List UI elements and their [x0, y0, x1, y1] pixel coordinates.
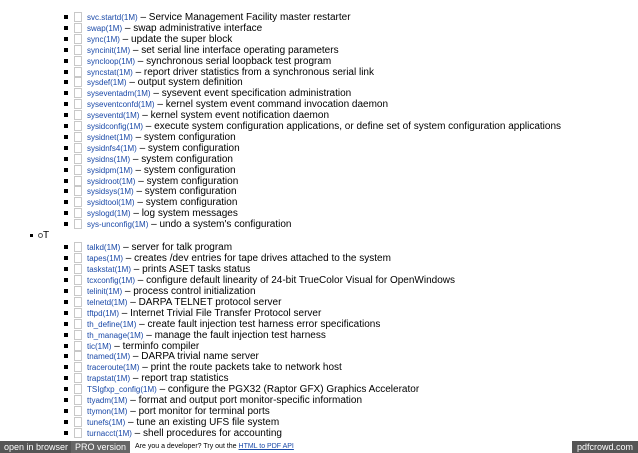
list-item	[0, 219, 638, 230]
checkbox[interactable]	[74, 12, 82, 22]
checkbox[interactable]	[74, 319, 82, 329]
list-item	[0, 88, 638, 99]
checkbox[interactable]	[74, 45, 82, 55]
pdfcrowd-footer	[0, 441, 638, 453]
list-item	[0, 143, 638, 154]
entry-text	[87, 351, 259, 362]
entry-description: – Service Management Facility master restarter	[137, 12, 351, 23]
square-bullet-icon	[64, 179, 68, 183]
manpage-link[interactable]: tcxconfig(1M)	[87, 276, 136, 286]
entry-description: – synchronous serial loopback test program	[135, 55, 332, 67]
developer-text	[135, 441, 294, 453]
entry-description: – configure default linearity of 24-bit TrueColor Visual for OpenWindows	[135, 275, 455, 287]
checkbox[interactable]	[74, 395, 82, 405]
list-item	[0, 67, 638, 78]
entry-text	[87, 219, 291, 230]
manpage-link[interactable]: talkd(1M)	[87, 243, 121, 253]
pro-version-button[interactable]: PRO version	[71, 441, 130, 453]
manpage-link[interactable]: sync(1M)	[87, 34, 120, 44]
checkbox[interactable]	[74, 275, 82, 285]
manpage-link[interactable]: sysidroot(1M)	[87, 176, 136, 186]
list-item	[0, 56, 638, 67]
entry-description: – set serial line interface operating parameters	[130, 44, 339, 56]
list-item	[0, 330, 638, 341]
manpage-link[interactable]: telinit(1M)	[87, 287, 123, 296]
entry-text	[87, 186, 237, 197]
entry-description: – configure the PGX32 (Raptor GFX) Graphics Accelerator	[156, 384, 420, 396]
list-item	[0, 165, 638, 176]
checkbox[interactable]	[74, 341, 82, 351]
checkbox[interactable]	[74, 197, 82, 207]
checkbox[interactable]	[74, 99, 82, 109]
square-bullet-icon	[64, 409, 68, 413]
manpage-link[interactable]: TSIgfxp_config(1M)	[87, 385, 157, 395]
entry-text	[87, 286, 256, 297]
list-item	[0, 428, 638, 439]
entry-text	[87, 132, 236, 143]
manpage-link[interactable]: th_define(1M)	[87, 319, 137, 329]
list-item	[0, 417, 638, 428]
square-bullet-icon	[64, 333, 68, 337]
entry-text	[87, 242, 232, 253]
square-bullet-icon	[64, 289, 68, 293]
list-item	[0, 362, 638, 373]
checkbox[interactable]	[74, 373, 82, 383]
entry-description: – DARPA trivial name server	[130, 351, 259, 363]
square-bullet-icon	[64, 146, 68, 150]
entry-description: – server for talk program	[120, 242, 233, 254]
list-item	[0, 154, 638, 165]
checkbox[interactable]	[74, 77, 82, 87]
manpage-link[interactable]: sysidns(1M)	[87, 154, 131, 164]
entry-description: – Internet Trivial File Transfer Protocol server	[119, 307, 322, 319]
entry-text	[87, 23, 262, 34]
square-bullet-icon	[64, 200, 68, 204]
entry-text	[87, 373, 229, 384]
entry-text	[87, 88, 351, 99]
manpage-link[interactable]: sysidpm(1M)	[87, 165, 133, 175]
manpage-link[interactable]: syseventadm(1M)	[87, 89, 151, 99]
checkbox[interactable]	[74, 362, 82, 372]
manpage-link[interactable]: telnetd(1M)	[87, 297, 128, 307]
list-item	[0, 208, 638, 219]
entry-text	[87, 330, 326, 341]
entry-text	[87, 264, 250, 275]
list-item	[0, 406, 638, 417]
entry-description: – sysevent event specification administration	[150, 88, 352, 100]
manpage-link[interactable]: tic(1M)	[87, 341, 112, 351]
entry-description: – kernel system event notification daemon	[139, 110, 330, 122]
list-item	[0, 77, 638, 88]
square-bullet-icon	[64, 398, 68, 402]
list-item	[0, 242, 638, 253]
list-item	[0, 384, 638, 395]
entry-description: – system configuration	[133, 186, 237, 198]
list-item	[0, 341, 638, 352]
checkbox[interactable]	[74, 384, 82, 394]
square-bullet-icon	[64, 300, 68, 304]
square-bullet-icon	[64, 387, 68, 391]
list-item	[0, 253, 638, 264]
open-in-browser-button[interactable]: open in browser	[0, 441, 72, 453]
manpage-link[interactable]: sysdef(1M)	[87, 78, 127, 88]
entry-text	[87, 12, 351, 23]
square-bullet-icon	[64, 37, 68, 41]
manpage-link[interactable]: sysidconfig(1M)	[87, 122, 144, 131]
entry-text	[87, 165, 236, 176]
manpage-link[interactable]: tftpd(1M)	[87, 308, 120, 318]
entry-description: – print the route packets take to network host	[139, 362, 342, 374]
developer-prompt: Are you a developer? Try out the	[135, 443, 239, 450]
checkbox[interactable]	[74, 297, 82, 307]
section-letter: T	[43, 230, 50, 241]
entry-text	[87, 406, 270, 417]
html-to-pdf-link[interactable]: HTML to PDF API	[238, 443, 294, 450]
square-bullet-icon	[64, 113, 68, 117]
square-bullet-icon	[64, 157, 68, 161]
entry-text	[87, 143, 240, 154]
square-bullet-icon	[64, 267, 68, 271]
square-bullet-icon	[64, 102, 68, 106]
list-item	[0, 297, 638, 308]
checkbox[interactable]	[74, 253, 82, 263]
checkbox[interactable]	[74, 219, 82, 229]
manpage-link[interactable]: sysidtool(1M)	[87, 198, 135, 208]
checkbox[interactable]	[74, 34, 82, 44]
entry-text	[87, 253, 391, 264]
manpage-link[interactable]: syncinit(1M)	[87, 45, 131, 55]
checkbox[interactable]	[74, 110, 82, 120]
entry-description: – format and output port monitor-specific information	[127, 395, 363, 406]
square-bullet-icon	[64, 91, 68, 95]
checkbox[interactable]	[74, 143, 82, 153]
manpage-link[interactable]: sysidsys(1M)	[87, 187, 134, 197]
manpage-link[interactable]: tnamed(1M)	[87, 352, 131, 362]
square-bullet-icon	[64, 189, 68, 193]
square-bullet-icon	[64, 278, 68, 282]
square-bullet-icon	[64, 70, 68, 74]
list-item	[0, 34, 638, 45]
square-bullet-icon	[64, 431, 68, 435]
manpage-link[interactable]: syseventd(1M)	[87, 111, 140, 121]
square-bullet-icon	[64, 311, 68, 315]
manpage-link[interactable]: ttyadm(1M)	[87, 396, 128, 405]
entry-text	[87, 384, 419, 395]
list-item	[0, 319, 638, 330]
entry-description: – log system messages	[130, 208, 238, 220]
entry-description: – tune an existing UFS file system	[125, 416, 280, 428]
checkbox[interactable]	[74, 242, 82, 252]
square-bullet-icon	[64, 211, 68, 215]
entry-text	[87, 154, 233, 165]
manpage-link[interactable]: turnacct(1M)	[87, 428, 132, 438]
entry-text	[87, 110, 329, 121]
entry-text	[87, 67, 374, 78]
manpage-link[interactable]: svc.startd(1M)	[87, 13, 138, 22]
list-item	[0, 308, 638, 319]
entry-text	[87, 34, 232, 45]
square-bullet-icon	[64, 245, 68, 249]
entry-text	[87, 121, 561, 132]
entry-text	[87, 428, 282, 439]
list-item	[0, 110, 638, 121]
checkbox[interactable]	[74, 186, 82, 196]
checkbox[interactable]	[74, 67, 82, 77]
manpage-link[interactable]: trapstat(1M)	[87, 374, 131, 384]
manpage-link[interactable]: syseventconfd(1M)	[87, 100, 155, 110]
manpage-link[interactable]: syncstat(1M)	[87, 67, 133, 77]
square-bullet-icon	[64, 168, 68, 172]
list-item	[0, 351, 638, 362]
manpage-link[interactable]: swap(1M)	[87, 23, 123, 33]
list-item	[0, 264, 638, 275]
manpage-link[interactable]: ttymon(1M)	[87, 406, 128, 416]
entry-description: – manage the fault injection test harness	[143, 329, 326, 341]
entry-description: – kernel system event command invocation daemon	[154, 99, 389, 111]
checkbox[interactable]	[74, 165, 82, 175]
entry-description: – shell procedures for accounting	[131, 427, 282, 439]
manpage-link[interactable]: th_manage(1M)	[87, 330, 144, 340]
entry-text	[87, 417, 279, 428]
entry-description: – prints ASET tasks status	[131, 264, 251, 276]
entry-description: – system configuration	[132, 164, 236, 176]
entry-description: – creates /dev entries for tape drives attached to the system	[123, 253, 391, 265]
checkbox[interactable]	[74, 88, 82, 98]
manpage-link[interactable]: sys-unconfig(1M)	[87, 220, 149, 230]
square-bullet-icon	[64, 80, 68, 84]
manpage-link[interactable]: sysidnfs4(1M)	[87, 143, 137, 153]
entry-text	[87, 362, 342, 373]
list-item	[0, 45, 638, 56]
manpage-link[interactable]: traceroute(1M)	[87, 363, 140, 373]
square-bullet-icon	[30, 234, 33, 237]
entry-text	[87, 308, 321, 319]
entry-text	[87, 99, 388, 110]
entry-description: – report driver statistics from a synchronous serial link	[132, 66, 374, 78]
square-bullet-icon	[64, 135, 68, 139]
checkbox[interactable]	[74, 264, 82, 274]
entry-description: – execute system configuration applications, or define set of system configuration applications	[143, 121, 562, 132]
square-bullet-icon	[64, 322, 68, 326]
square-bullet-icon	[64, 59, 68, 63]
list-item	[0, 373, 638, 384]
square-bullet-icon	[64, 420, 68, 424]
entry-description: – system configuration	[136, 142, 240, 154]
list-item	[0, 275, 638, 286]
checkbox[interactable]	[74, 121, 82, 131]
checkbox[interactable]	[74, 428, 82, 438]
entry-description: – undo a system's configuration	[148, 219, 292, 231]
manpage-link[interactable]: sysidnet(1M)	[87, 132, 133, 142]
entry-text	[87, 45, 339, 56]
square-bullet-icon	[64, 26, 68, 30]
list-item	[0, 12, 638, 23]
entry-description: – system configuration	[132, 131, 236, 143]
square-bullet-icon	[64, 222, 68, 226]
entry-description: – system configuration	[134, 197, 238, 209]
entry-description: – DARPA TELNET protocol server	[127, 296, 282, 308]
list-item	[0, 99, 638, 110]
square-bullet-icon	[64, 124, 68, 128]
manpage-link[interactable]: syncloop(1M)	[87, 56, 136, 66]
entry-description: – port monitor for terminal ports	[127, 405, 270, 417]
entry-description: – output system definition	[126, 77, 243, 89]
checkbox[interactable]	[74, 286, 82, 296]
entry-text	[87, 56, 331, 67]
entry-description: – report trap statistics	[130, 373, 229, 385]
checkbox[interactable]	[74, 406, 82, 416]
checkbox[interactable]	[74, 208, 82, 218]
checkbox[interactable]	[74, 132, 82, 142]
entry-text	[87, 297, 281, 308]
square-bullet-icon	[64, 365, 68, 369]
entry-text	[87, 275, 455, 286]
entry-text	[87, 77, 243, 88]
entry-description: – system configuration	[130, 153, 233, 165]
entry-description: – update the super block	[119, 33, 233, 45]
list-item	[0, 23, 638, 34]
checkbox[interactable]	[74, 56, 82, 66]
list-item	[0, 176, 638, 187]
manpage-link[interactable]: tapes(1M)	[87, 254, 124, 264]
square-bullet-icon	[64, 354, 68, 358]
list-item	[0, 132, 638, 143]
entry-text	[87, 395, 362, 406]
list-item	[0, 121, 638, 132]
checkbox[interactable]	[74, 23, 82, 33]
checkbox[interactable]	[74, 330, 82, 340]
entry-description: – terminfo compiler	[111, 340, 200, 352]
checkbox[interactable]	[74, 154, 82, 164]
square-bullet-icon	[64, 15, 68, 19]
square-bullet-icon	[64, 344, 68, 348]
manpage-link[interactable]: syslogd(1M)	[87, 209, 131, 219]
entry-description: – swap administrative interface	[122, 22, 263, 34]
entry-description: – process control initialization	[122, 286, 256, 297]
list-item	[0, 395, 638, 406]
list-item	[0, 286, 638, 297]
list-item	[0, 186, 638, 197]
manpage-link[interactable]: taskstat(1M)	[87, 265, 132, 275]
checkbox[interactable]	[74, 176, 82, 186]
checkbox[interactable]	[74, 351, 82, 361]
entry-description: – system configuration	[135, 175, 239, 187]
entry-text	[87, 208, 238, 219]
entry-text	[87, 197, 237, 208]
entry-text	[87, 319, 380, 330]
manpage-link[interactable]: tunefs(1M)	[87, 417, 126, 427]
entry-text	[87, 341, 199, 352]
square-bullet-icon	[64, 376, 68, 380]
pdfcrowd-brand[interactable]: pdfcrowd.com	[572, 441, 638, 453]
list-item	[0, 197, 638, 208]
entry-description: – create fault injection test harness error specifications	[136, 318, 381, 330]
checkbox[interactable]	[74, 417, 82, 427]
checkbox[interactable]	[74, 308, 82, 318]
square-bullet-icon	[64, 256, 68, 260]
entry-text	[87, 176, 238, 187]
square-bullet-icon	[64, 48, 68, 52]
